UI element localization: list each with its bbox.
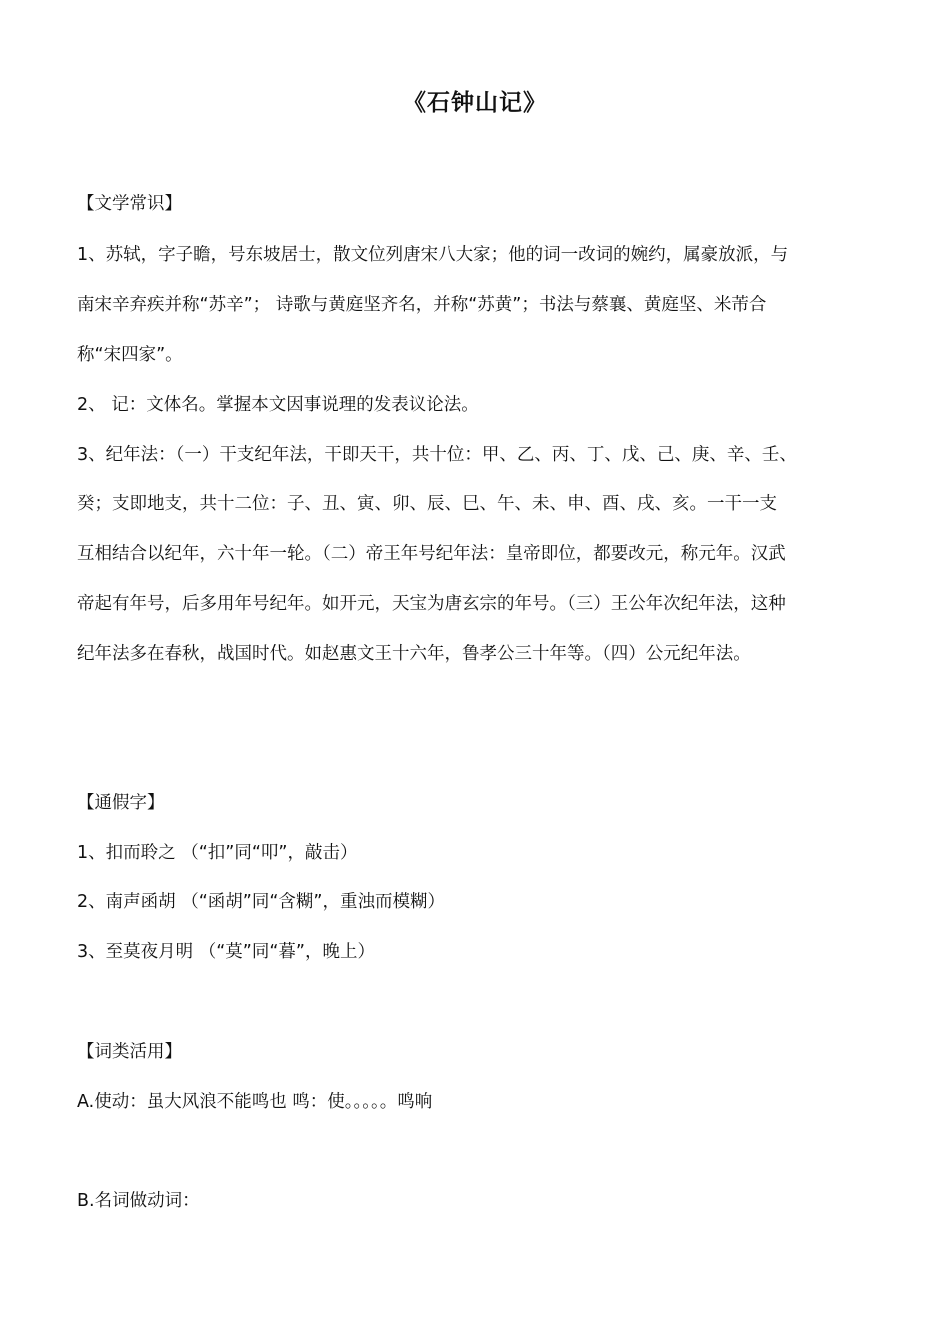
paragraph-line: 纪年法多在春秋，战国时代。如赵惠文王十六年，鲁孝公三十年等。（四）公元纪年法。 <box>77 644 751 664</box>
list-item: A.使动：虽大风浪不能鸣也 鸣：使。。。。。鸣响 <box>77 1092 433 1112</box>
list-item: 3、至莫夜月明 （“莫”同“暮”，晚上） <box>77 942 375 962</box>
section-header-tongjiazi: 【通假字】 <box>77 793 165 813</box>
section-header-word-class: 【词类活用】 <box>77 1042 182 1062</box>
section-header-literary-knowledge: 【文学常识】 <box>77 194 182 214</box>
paragraph-line: 1、苏轼，字子瞻，号东坡居士，散文位列唐宋八大家；他的词一改词的婉约，属豪放派，与 <box>77 245 789 265</box>
list-item: 2、南声函胡 （“函胡”同“含糊”，重浊而模糊） <box>77 892 445 912</box>
list-item: 1、扣而聆之 （“扣”同“叩”，敲击） <box>77 843 358 863</box>
list-item: B.名词做动词： <box>77 1191 200 1211</box>
page-title: 《石钟山记》 <box>403 90 547 116</box>
paragraph-line: 2、 记：文体名。掌握本文因事说理的发表议论法。 <box>77 395 479 415</box>
paragraph-line: 帝起有年号，后多用年号纪年。如开元，天宝为唐玄宗的年号。（三）王公年次纪年法，这种 <box>77 594 786 614</box>
paragraph-line: 称“宋四家”。 <box>77 345 183 365</box>
paragraph-line: 南宋辛弃疾并称“苏辛”； 诗歌与黄庭坚齐名，并称“苏黄”；书法与蔡襄、黄庭坚、米芾合 <box>77 295 767 315</box>
paragraph-line: 3、纪年法：（一）干支纪年法，干即天干，共十位：甲、乙、丙、丁、戊、己、庚、辛、壬、 <box>77 445 797 465</box>
paragraph-line: 癸；支即地支，共十二位：子、丑、寅、卯、辰、巳、午、未、申、酉、戌、亥。一干一支 <box>77 494 777 514</box>
paragraph-line: 互相结合以纪年，六十年一轮。（二）帝王年号纪年法：皇帝即位，都要改元，称元年。汉武 <box>77 544 786 564</box>
